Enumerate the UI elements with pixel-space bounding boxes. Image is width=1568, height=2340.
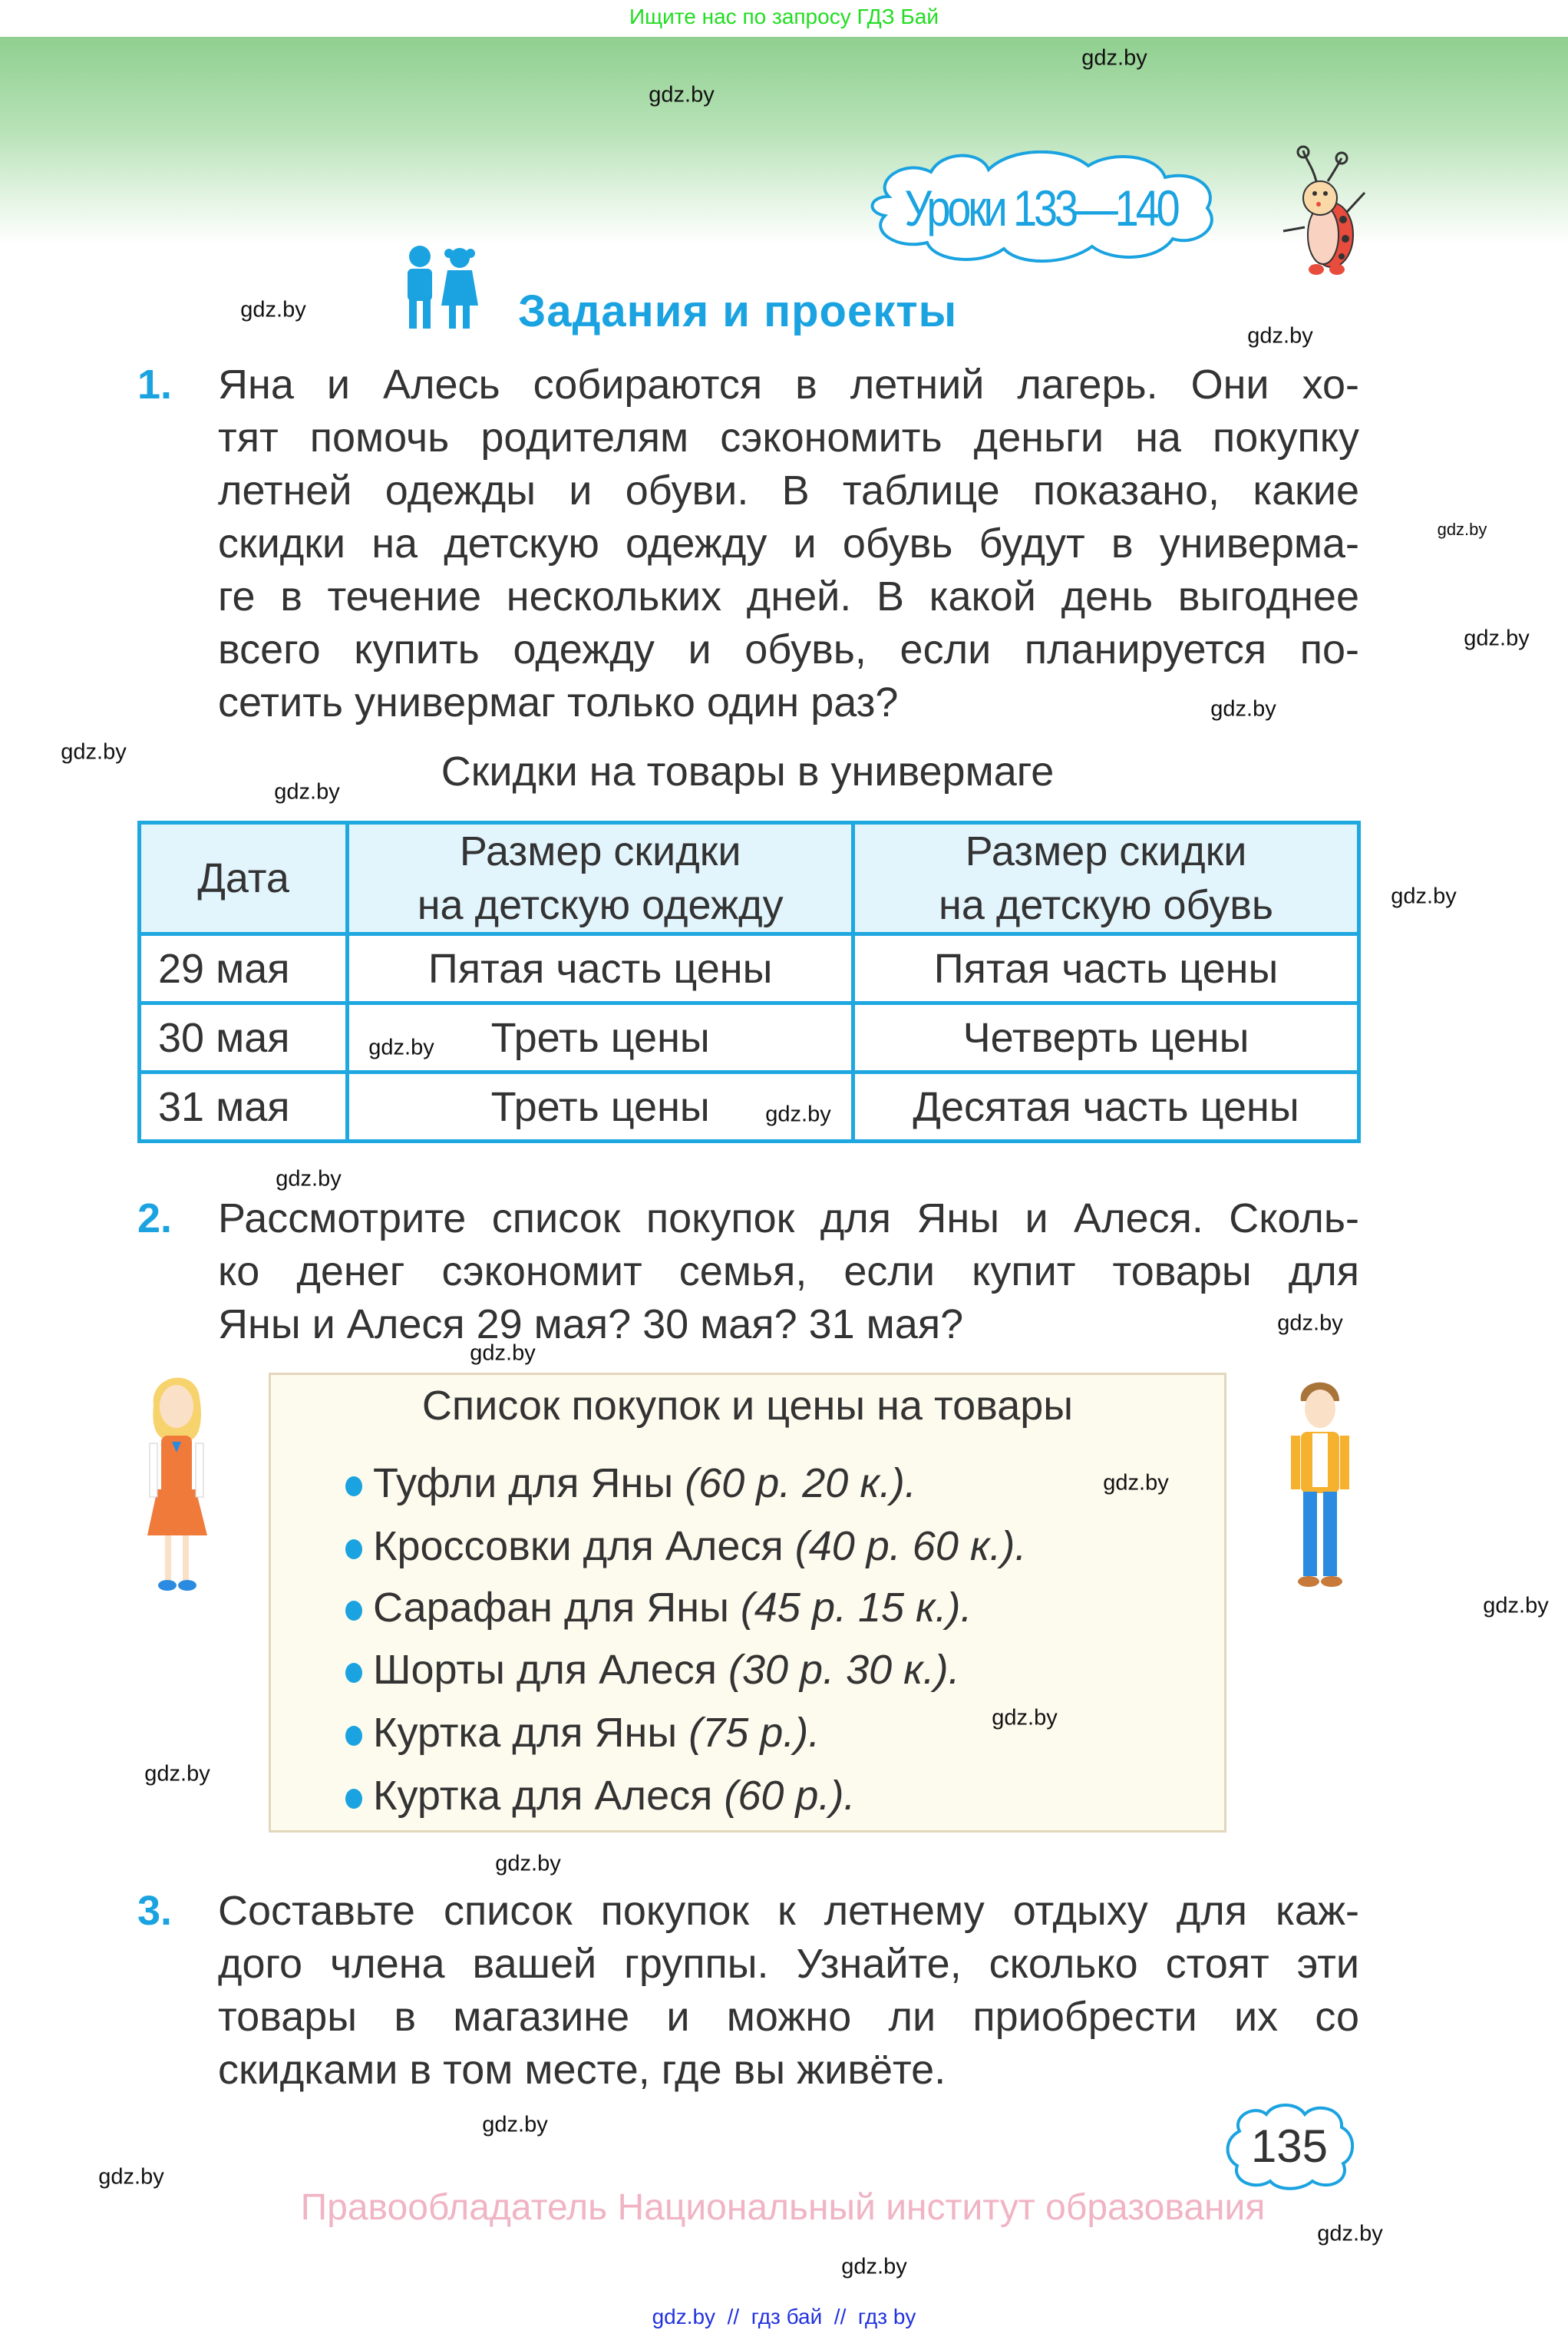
text-line: Рассмотрите список покупок для Яны и Алеся. Сколь-	[218, 1195, 1359, 1241]
item-price: (60 р.).	[724, 1773, 856, 1819]
watermark: gdz.by	[649, 82, 715, 107]
bullet-icon	[345, 1476, 362, 1496]
list-item	[345, 1639, 960, 1700]
watermark: gdz.by	[1210, 696, 1276, 722]
table-row	[140, 1072, 1359, 1142]
text-line: скидки на детскую одежду и обувь будут в универма-	[218, 521, 1359, 567]
girl-illustration	[138, 1367, 223, 1597]
item-price: (45 р. 15 к.).	[740, 1585, 972, 1631]
task-3-text	[218, 1885, 1359, 2097]
watermark: gdz.by	[368, 1035, 434, 1060]
task-1-text	[218, 359, 1359, 729]
list-item	[345, 1453, 916, 1514]
page-number: 135	[1250, 2120, 1329, 2172]
cell-clothes: Пятая часть цены	[348, 934, 853, 1003]
table-caption: Скидки на товары в универмаге	[441, 749, 1055, 795]
task-1-number: 1.	[137, 362, 173, 408]
lesson-badge: Уроки 133—140	[904, 180, 1177, 236]
cell-clothes: Треть цены	[348, 1072, 853, 1142]
kids-icon	[397, 244, 489, 330]
watermark: gdz.by	[144, 1761, 210, 1786]
bullet-icon	[345, 1726, 362, 1746]
table-row	[140, 934, 1359, 1003]
table-header-row	[140, 823, 1359, 934]
header-text: Размер скидки	[965, 828, 1247, 874]
cell-shoes: Десятая часть цены	[853, 1072, 1359, 1142]
discount-table	[137, 821, 1361, 1143]
list-item	[345, 1515, 1026, 1577]
section-heading: Задания и проекты	[518, 286, 958, 336]
cell-date: 29 мая	[140, 934, 348, 1003]
item-price: (75 р.).	[688, 1710, 820, 1756]
watermark: gdz.by	[1103, 1470, 1169, 1496]
watermark: gdz.by	[1391, 884, 1457, 909]
text-line: тят помочь родителям сэкономить деньги на покупку	[218, 415, 1359, 461]
header-text: Размер скидки	[459, 828, 741, 874]
watermark: gdz.by	[1081, 45, 1147, 71]
item-name: Туфли для Яны	[373, 1460, 674, 1506]
text-line: дого члена вашей группы. Узнайте, сколько стоят эти	[218, 1941, 1359, 1987]
watermark: gdz.by	[992, 1705, 1058, 1730]
item-price: (40 р. 60 к.).	[794, 1523, 1027, 1569]
watermark: gdz.by	[1247, 323, 1313, 349]
top-banner	[0, 0, 1568, 37]
item-price: (60 р. 20 к.).	[685, 1460, 916, 1506]
item-price: (30 р. 30 к.).	[728, 1647, 960, 1693]
task-3-number: 3.	[137, 1888, 173, 1934]
watermark: gdz.by	[1317, 2221, 1383, 2246]
item-name: Кроссовки для Алеся	[373, 1523, 784, 1569]
boy-illustration	[1274, 1370, 1366, 1597]
text-line: всего купить одежду и обувь, если планируется по-	[218, 626, 1359, 673]
header-text: на детскую обувь	[939, 882, 1274, 928]
watermark: gdz.by	[1437, 520, 1487, 539]
cell-shoes: Четверть цены	[853, 1003, 1359, 1072]
watermark: gdz.by	[841, 2254, 907, 2279]
list-item	[345, 1577, 972, 1638]
shopping-list-title: Список покупок и цены на товары	[421, 1383, 1074, 1429]
bullet-icon	[345, 1601, 362, 1621]
text-line: сетить универмаг только один раз?	[218, 679, 899, 725]
text-line: товары в магазине и можно ли приобрести их со	[218, 1994, 1359, 2040]
banner-text: Ищите нас по запросу ГДЗ Бай	[629, 5, 939, 28]
watermark: gdz.by	[61, 739, 127, 765]
task-2-number: 2.	[137, 1195, 173, 1241]
watermark: gdz.by	[276, 1166, 342, 1191]
watermark: gdz.by	[98, 2164, 164, 2190]
header-date	[140, 823, 348, 934]
task-2-text	[218, 1192, 1359, 1351]
header-clothes	[348, 823, 853, 934]
cell-date: 30 мая	[140, 1003, 348, 1072]
copyright-notice: Правообладатель Национальный институт образования	[300, 2187, 1266, 2228]
text-line: Составьте список покупок к летнему отдыху для каж-	[218, 1888, 1359, 1934]
header-text: на детскую одежду	[417, 882, 784, 928]
watermark: gdz.by	[470, 1340, 536, 1366]
list-item	[345, 1702, 820, 1763]
text-line: Яна и Алесь собираются в летний лагерь. Они хо-	[218, 362, 1359, 408]
watermark: gdz.by	[240, 297, 306, 322]
watermark: gdz.by	[765, 1102, 831, 1127]
footer-link[interactable]: gdz.by // гдз бай // гдз by	[652, 2305, 916, 2328]
watermark: gdz.by	[1277, 1310, 1343, 1336]
table-row	[140, 1003, 1359, 1072]
ladybug-icon	[1274, 143, 1374, 277]
watermark: gdz.by	[1464, 626, 1530, 651]
text-line: Яны и Алеся 29 мая? 30 мая? 31 мая?	[218, 1301, 964, 1347]
watermark: gdz.by	[482, 2112, 548, 2137]
bullet-icon	[345, 1663, 362, 1683]
item-name: Сарафан для Яны	[373, 1585, 729, 1631]
item-name: Куртка для Алеся	[373, 1773, 713, 1819]
watermark: gdz.by	[274, 779, 340, 805]
header-text: Дата	[197, 855, 289, 901]
list-item	[345, 1765, 855, 1826]
watermark: gdz.by	[495, 1851, 561, 1876]
cell-shoes: Пятая часть цены	[853, 934, 1359, 1003]
bullet-icon	[345, 1789, 362, 1809]
cell-clothes: Треть цены	[348, 1003, 853, 1072]
item-name: Куртка для Яны	[373, 1710, 678, 1756]
text-line: ко денег сэкономит семья, если купит товары для	[218, 1248, 1359, 1294]
item-name: Шорты для Алеся	[373, 1647, 717, 1693]
cell-date: 31 мая	[140, 1072, 348, 1142]
header-shoes	[853, 823, 1359, 934]
text-line: ге в течение нескольких дней. В какой день выгоднее	[218, 573, 1359, 620]
text-line: летней одежды и обуви. В таблице показано, какие	[218, 468, 1359, 514]
bullet-icon	[345, 1539, 362, 1559]
text-line: скидками в том месте, где вы живёте.	[218, 2047, 946, 2093]
watermark: gdz.by	[1483, 1593, 1549, 1618]
